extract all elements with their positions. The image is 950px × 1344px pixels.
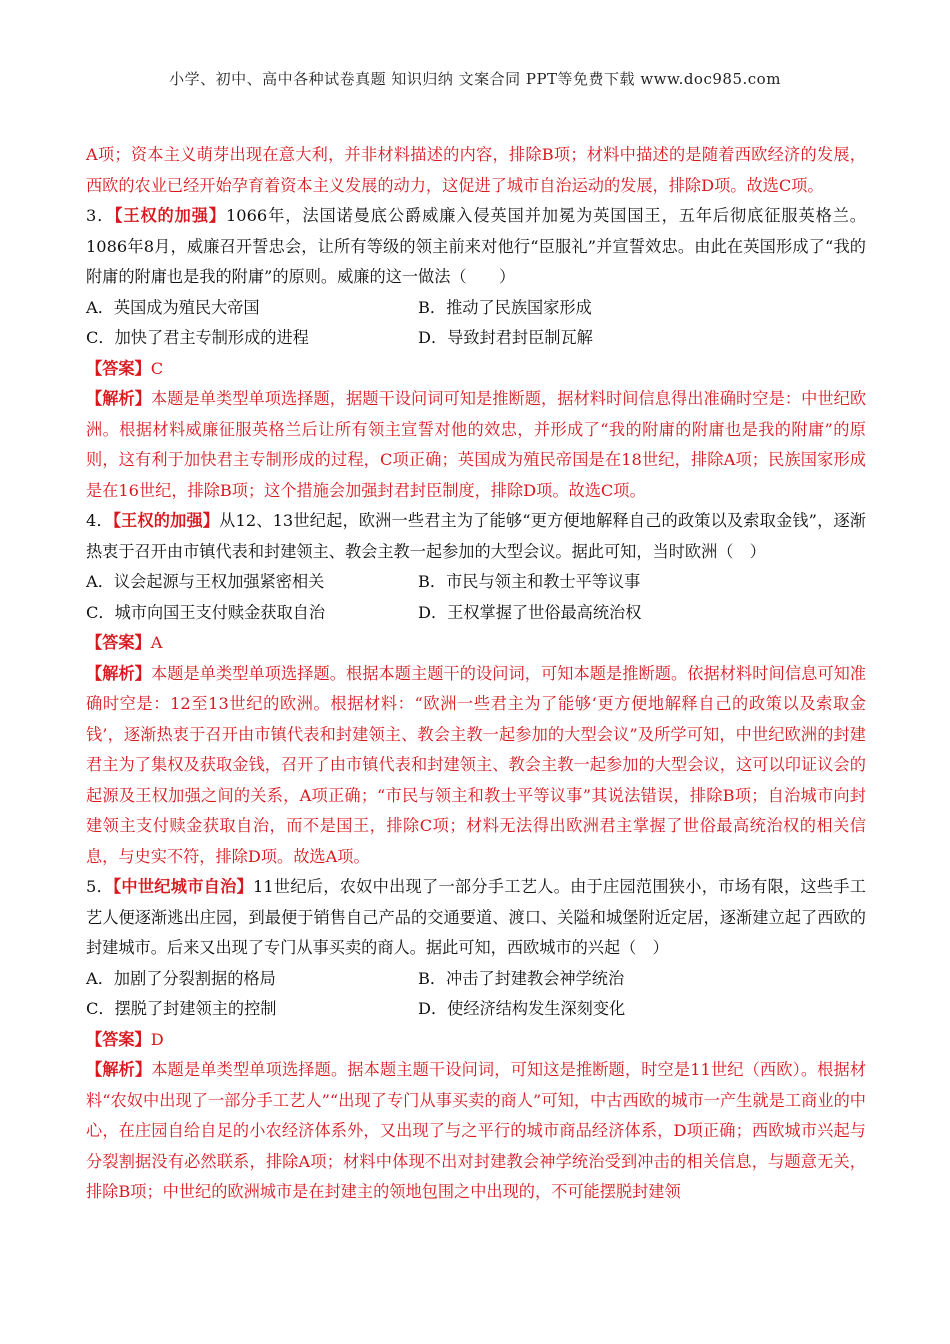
question-tag: 【王权的加强】 <box>114 206 226 225</box>
question-number: 3． <box>86 206 115 225</box>
options <box>86 567 866 628</box>
explanation-text: 本题是单类型单项选择题。根据本题主题干的设问词，可知本题是推断题。依据材料时间信息可知准确时空是：12至13世纪的欧洲。根据材料：“欧洲一些君主为了能够‘更方便地解释自己的政策以及索取金钱’，逐渐热衷于召开由市镇代表和封建领主、教会主教一起参加的大型会议”及所学可知，中世纪欧洲的封建君主为了集权及获取金钱，召开了由市镇代表和封建领主、教会主教一起参加的大型会议，这可以印证议会的起源及王权加强之间的关系，A项正确；“市民与领主和教士平等议事”其说法错误，排除B项；自治城市向封建领主支付赎金获取自治，而不是国王，排除C项；材料无法得出欧洲君主掌握了世俗最高统治权的相关信息，与史实不符，排除D项。故选A项。 <box>86 663 867 866</box>
question-text: 从12、13世纪起，欧洲一些君主为了能够“更方便地解释自己的政策以及索取金钱”，逐渐热衷于召开由市镇代表和封建领主、教会主教一起参加的大型会议。据此可知，当时欧洲（ ） <box>86 511 866 561</box>
question-stem <box>86 506 866 567</box>
intro-continuation: A项；资本主义萌芽出现在意大利，并非材料描述的内容，排除B项；材料中描述的是随着西欧经济的发展，西欧的农业已经开始孕育着资本主义发展的动力，这促进了城市自治运动的发展，排除D项。故选C项。 <box>86 145 866 195</box>
question-4 <box>86 506 866 872</box>
explanation-text: 本题是单类型单项选择题，据题干设问词可知是推断题，据材料时间信息得出准确时空是：中世纪欧洲。根据材料威廉征服英格兰后让所有领主宣誓对他的效忠，并形成了“我的附庸的附庸也是我的附庸”的原则，这有利于加快君主专制形成的过程，C项正确；英国成为殖民帝国是在18世纪，排除A项；民族国家形成是在16世纪，排除B项；这个措施会加强封君封臣制度，排除D项。故选C项。 <box>86 389 867 500</box>
option-d: D．导致封君封臣制瓦解 <box>418 328 593 347</box>
question-text: 11世纪后，农奴中出现了一部分手工艺人。由于庄园范围狭小，市场有限，这些手工艺人便逐渐逃出庄园，到最便于销售自己产品的交通要道、渡口、关隘和城堡附近定居，逐渐建立起了西欧的封建城市。后来又出现了专门从事买卖的商人。据此可知，西欧城市的兴起（ ） <box>86 877 866 957</box>
options <box>86 293 866 354</box>
explanation-text: 本题是单类型单项选择题。据本题主题干设问词，可知这是推断题，时空是11世纪（西欧）。根据材料“农奴中出现了一部分手工艺人”“出现了专门从事买卖的商人”可知，中古西欧的城市一产生就是工商业的中心，在庄园自给自足的小农经济体系外，又出现了与之平行的城市商品经济体系，D项正确；西欧城市兴起与分裂割据没有必然联系，排除A项；材料中体现不出对封建教会神学统治受到冲击的相关信息，与题意无关，排除B项；中世纪的欧洲城市是在封建主的领地包围之中出现的，不可能摆脱封建领 <box>86 1060 867 1201</box>
answer-value: D <box>150 1029 164 1049</box>
answer <box>86 354 866 385</box>
options <box>86 964 866 1025</box>
option-b: B．推动了民族国家形成 <box>418 297 592 317</box>
question-3 <box>86 201 866 506</box>
option-c: C．加快了君主专制形成的进程 <box>86 328 309 347</box>
option-b: B．冲击了封建教会神学统治 <box>418 968 625 988</box>
question-number: 5． <box>86 877 114 896</box>
option-d: D．使经济结构发生深刻变化 <box>418 999 626 1018</box>
question-text: 1066年，法国诺曼底公爵威廉入侵英国并加冕为英国国王，五年后彻底征服英格兰。1086年8月，威廉召开誓忠会，让所有等级的领主前来对他行“臣服礼”并宣誓效忠。由此在英国形成了“我的附庸的附庸也是我的附庸”的原则。威廉的这一做法（ ） <box>86 206 866 286</box>
answer-label: 【答案】 <box>86 358 151 378</box>
option-b: B．市民与领主和教士平等议事 <box>418 572 641 591</box>
option-c: C．城市向国王支付赎金获取自治 <box>86 602 326 622</box>
answer <box>86 628 866 659</box>
answer-label: 【答案】 <box>86 1029 151 1049</box>
question-number: 4． <box>86 511 113 530</box>
page-header: 小学、初中、高中各种试卷真题 知识归纳 文案合同 PPT等免费下载 www.doc985.com <box>169 70 781 88</box>
explanation-label: 【解析】 <box>86 663 152 683</box>
option-a: A．议会起源与王权加强紧密相关 <box>86 572 325 591</box>
option-c: C．摆脱了封建领主的控制 <box>86 999 277 1018</box>
explanation-label: 【解析】 <box>86 1060 152 1079</box>
answer <box>86 1025 866 1056</box>
answer-value: C <box>150 358 164 378</box>
explanation <box>86 1055 866 1208</box>
answer-label: 【答案】 <box>86 633 151 652</box>
explanation-label: 【解析】 <box>86 389 152 408</box>
explanation <box>86 384 866 506</box>
explanation <box>86 659 866 873</box>
question-stem <box>86 872 866 964</box>
page-content <box>86 140 866 1208</box>
option-a: A．加剧了分裂割据的格局 <box>86 968 276 988</box>
question-tag: 【中世纪城市自治】 <box>113 877 254 896</box>
question-stem <box>86 201 866 293</box>
option-d: D．王权掌握了世俗最高统治权 <box>418 602 642 622</box>
answer-value: A <box>150 633 163 652</box>
question-5 <box>86 872 866 1208</box>
option-a: A．英国成为殖民大帝国 <box>86 297 260 317</box>
question-tag: 【王权的加强】 <box>112 511 220 530</box>
